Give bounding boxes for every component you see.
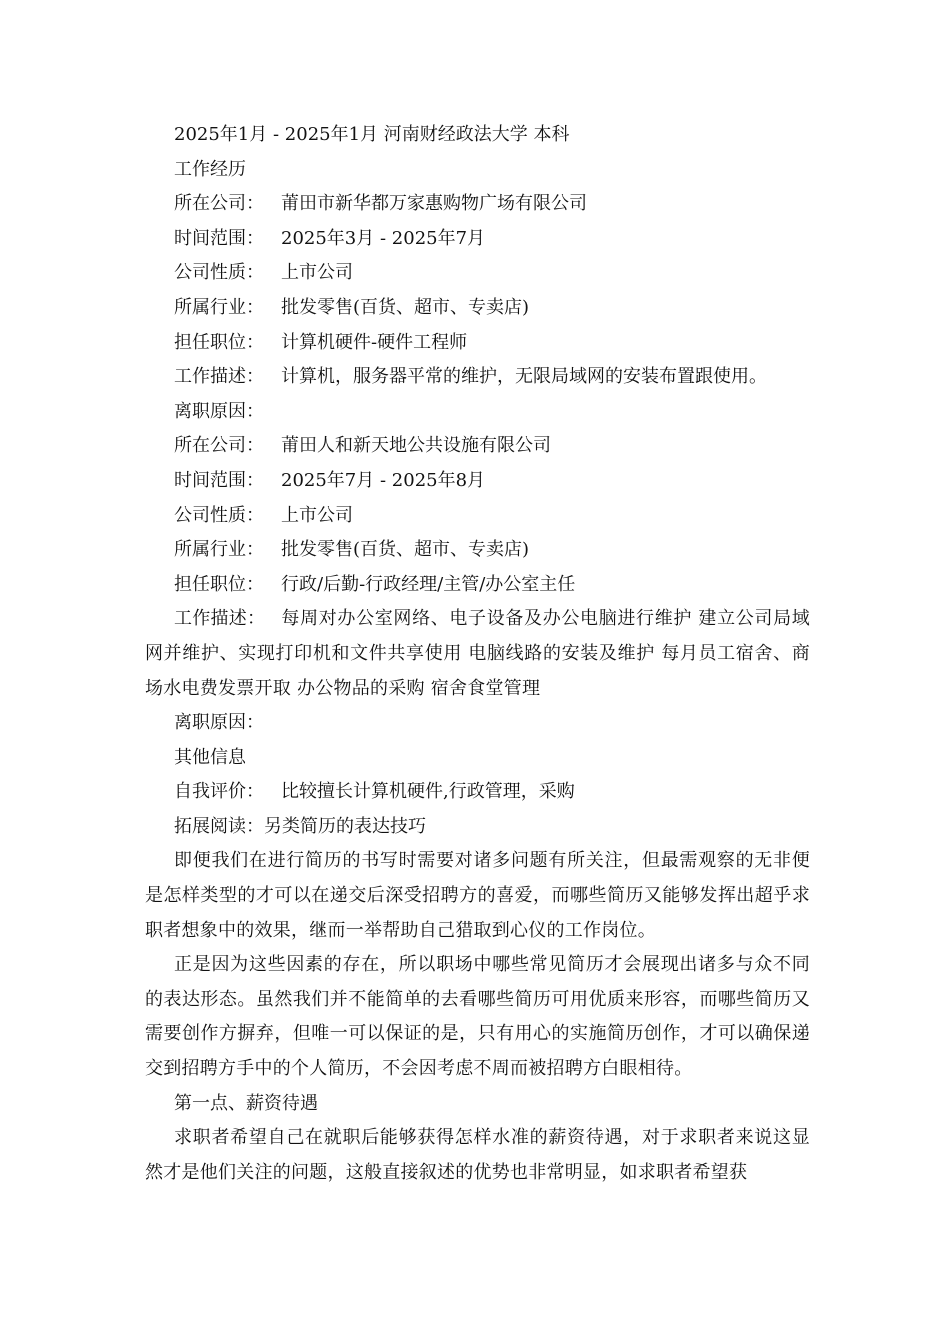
- point1-paragraph: 求职者希望自己在就职后能够获得怎样水准的薪资待遇，对于求职者来说这显然才是他们关注的问题，这般直接叙述的优势也非常明显，如求职者希望获: [145, 1127, 810, 1183]
- job1-position-row: [145, 326, 810, 361]
- education-entry: 2025年1月 - 2025年1月 河南财经政法大学 本科: [174, 124, 570, 145]
- job1-leave-row: [145, 395, 810, 430]
- self-eval-label: 自我评价：: [174, 781, 264, 803]
- job2-period-row: [145, 464, 810, 499]
- job2-position-label: 担任职位：: [174, 573, 264, 595]
- job2-company-label: 所在公司：: [174, 435, 264, 457]
- job1-period-label: 时间范围：: [174, 227, 264, 249]
- job2-leave-label: 离职原因：: [174, 712, 264, 734]
- job1-company-value: 莆田市新华都万家惠购物广场有限公司: [281, 193, 587, 215]
- job2-leave-row: [145, 706, 810, 741]
- self-eval-value: 比较擅长计算机硬件,行政管理，采购: [281, 781, 575, 803]
- job2-nature-value: 上市公司: [281, 504, 353, 526]
- job2-nature-label: 公司性质：: [174, 504, 264, 526]
- job1-company-label: 所在公司：: [174, 193, 264, 215]
- job2-desc-paragraph: [145, 602, 810, 706]
- work-section-title: 工作经历: [174, 158, 246, 180]
- job1-industry-row: [145, 291, 810, 326]
- job1-industry-label: 所属行业：: [174, 296, 264, 318]
- job2-industry-row: [145, 533, 810, 568]
- job2-period-label: 时间范围：: [174, 469, 264, 491]
- job1-leave-label: 离职原因：: [174, 400, 264, 422]
- job1-desc-value: 计算机，服务器平常的维护，无限局域网的安装布置跟使用。: [281, 366, 767, 388]
- job1-nature-row: [145, 256, 810, 291]
- job1-position-value: 计算机硬件-硬件工程师: [281, 331, 468, 353]
- job2-position-row: [145, 568, 810, 603]
- self-eval-row: [145, 775, 810, 810]
- job1-nature-label: 公司性质：: [174, 262, 264, 284]
- job1-company-row: [145, 187, 810, 222]
- job1-nature-value: 上市公司: [281, 262, 353, 284]
- job2-company-value: 莆田人和新天地公共设施有限公司: [281, 435, 551, 457]
- job2-industry-label: 所属行业：: [174, 539, 264, 561]
- document-body: [145, 118, 810, 1190]
- job2-company-row: [145, 429, 810, 464]
- job1-position-label: 担任职位：: [174, 331, 264, 353]
- job1-period-row: [145, 222, 810, 257]
- article-paragraph-2: 正是因为这些因素的存在，所以职场中哪些常见简历才会展现出诸多与众不同的表达形态。虽然我们并不能简单的去看哪些简历可用优质来形容，而哪些简历又需要创作方摒弃，但唯一可以保证的是，只有用心的实施简历创作，才可以确保递交到招聘方手中的个人简历，不会因考虑不周而被招聘方白眼相待。: [145, 954, 810, 1080]
- article-paragraph-1: 即便我们在进行简历的书写时需要对诸多问题有所关注，但最需观察的无非便是怎样类型的才可以在递交后深受招聘方的喜爱，而哪些简历又能够发挥出超乎求职者想象中的效果，继而一举帮助自己猎取到心仪的工作岗位。: [145, 850, 810, 941]
- job1-desc-label: 工作描述：: [174, 366, 264, 388]
- job1-industry-value: 批发零售(百货、超市、专卖店): [281, 296, 530, 318]
- job1-desc-row: [145, 360, 810, 395]
- job2-nature-row: [145, 499, 810, 534]
- other-section-title: 其他信息: [174, 746, 246, 768]
- job2-desc-value: 每周对办公室网络、电子设备及办公电脑进行维护 建立公司局域网并维护、实现打印机和文件共享使用 电脑线路的安装及维护 每月员工宿舍、商场水电费发票开取 办公物品的采购 宿舍食堂管理: [145, 608, 810, 699]
- job1-period-value: 2025年3月 - 2025年7月: [281, 227, 486, 249]
- job2-desc-label: 工作描述：: [174, 608, 266, 630]
- point1-title: 第一点、薪资待遇: [174, 1092, 318, 1114]
- job2-period-value: 2025年7月 - 2025年8月: [281, 469, 486, 491]
- job2-industry-value: 批发零售(百货、超市、专卖店): [281, 539, 530, 561]
- article-heading: 拓展阅读：另类简历的表达技巧: [174, 815, 426, 837]
- job2-position-value: 行政/后勤-行政经理/主管/办公室主任: [281, 573, 576, 595]
